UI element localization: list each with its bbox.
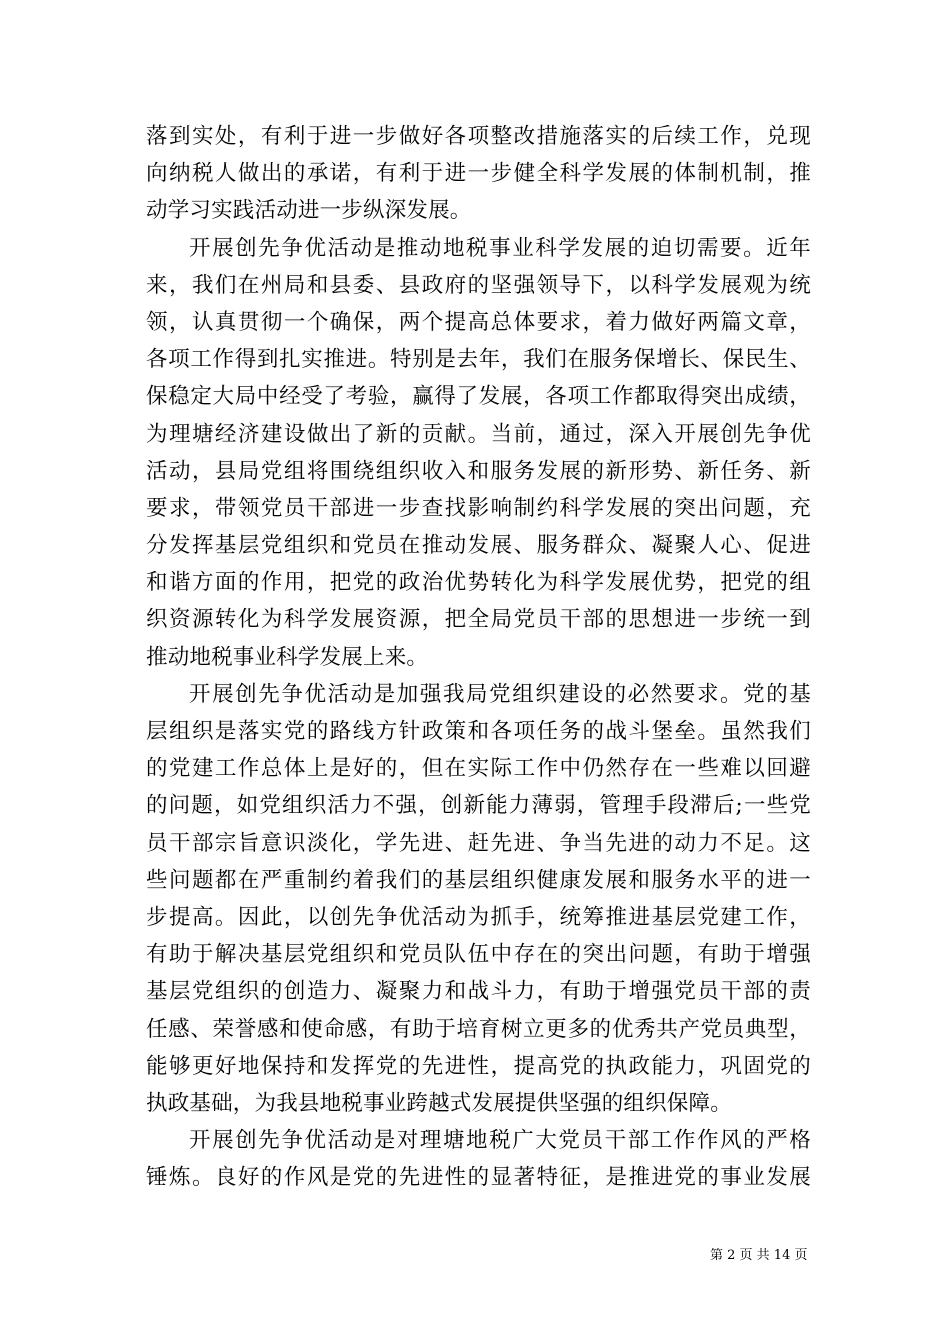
text-line: 的党建工作总体上是好的，但在实际工作中仍然存在一些难以回避 [146,756,811,782]
text-line: 分发挥基层党组织和党员在推动发展、服务群众、凝聚人心、促进 [146,533,811,559]
paragraph-4 [146,1122,811,1196]
text-line: 锤炼。良好的作风是党的先进性的显著特征，是推进党的事业发展 [146,1165,811,1191]
text-line: 任感、荣誉感和使命感，有助于培育树立更多的优秀共产党员典型， [146,1016,811,1042]
text-line: 的问题，如党组织活力不强，创新能力薄弱，管理手段滞后;一些党 [146,793,811,819]
text-line: 开展创先争优活动是加强我局党组织建设的必然要求。党的基 [189,681,811,707]
text-line: 来，我们在州局和县委、县政府的坚强领导下，以科学发展观为统 [146,272,811,298]
text-line: 执政基础，为我县地税事业跨越式发展提供坚强的组织保障。 [146,1090,732,1116]
text-line: 织资源转化为科学发展资源，把全局党员干部的思想进一步统一到 [146,607,811,633]
text-line: 层组织是落实党的路线方针政策和各项任务的战斗堡垒。虽然我们 [146,719,811,744]
paragraph-2 [146,230,811,676]
text-line: 领，认真贯彻一个确保，两个提高总体要求，着力做好两篇文章， [146,309,811,335]
text-line: 些问题都在严重制约着我们的基层组织健康发展和服务水平的进一 [146,867,811,893]
text-line: 为理塘经济建设做出了新的贡献。当前，通过，深入开展创先争优 [146,421,811,447]
text-line: 保稳定大局中经受了考验，赢得了发展，各项工作都取得突出成绩， [146,384,811,410]
text-line: 活动，县局党组将围绕组织收入和服务发展的新形势、新任务、新 [146,458,811,484]
text-line: 要求，带领党员干部进一步查找影响制约科学发展的突出问题，充 [146,495,811,521]
text-line: 和谐方面的作用，把党的政治优势转化为科学发展优势，把党的组 [146,570,811,596]
text-line: 动学习实践活动进一步纵深发展。 [146,198,472,224]
text-line: 步提高。因此，以创先争优活动为抓手，统筹推进基层党建工作， [146,904,811,930]
text-line: 员干部宗旨意识淡化，学先进、赶先进、争当先进的动力不足。这 [146,830,811,856]
text-line: 有助于解决基层党组织和党员队伍中存在的突出问题，有助于增强 [146,942,811,968]
text-line: 推动地税事业科学发展上来。 [146,644,429,670]
text-line: 开展创先争优活动是推动地税事业科学发展的迫切需要。近年 [189,235,811,261]
text-line: 落到实处，有利于进一步做好各项整改措施落实的后续工作，兑现 [146,124,811,149]
paragraph-1 [146,118,811,230]
page-number-footer: 第 2 页 共 14 页 [710,1248,808,1263]
document-body [146,118,811,1196]
text-line: 能够更好地保持和发挥党的先进性，提高党的执政能力，巩固党的 [146,1053,811,1079]
text-line: 基层党组织的创造力、凝聚力和战斗力，有助于增强党员干部的责 [146,979,811,1005]
paragraph-3 [146,676,811,1122]
text-line: 各项工作得到扎实推进。特别是去年，我们在服务保增长、保民生、 [146,347,811,373]
text-line: 开展创先争优活动是对理塘地税广大党员干部工作作风的严格 [189,1128,811,1154]
text-line: 向纳税人做出的承诺，有利于进一步健全科学发展的体制机制，推 [146,161,811,187]
